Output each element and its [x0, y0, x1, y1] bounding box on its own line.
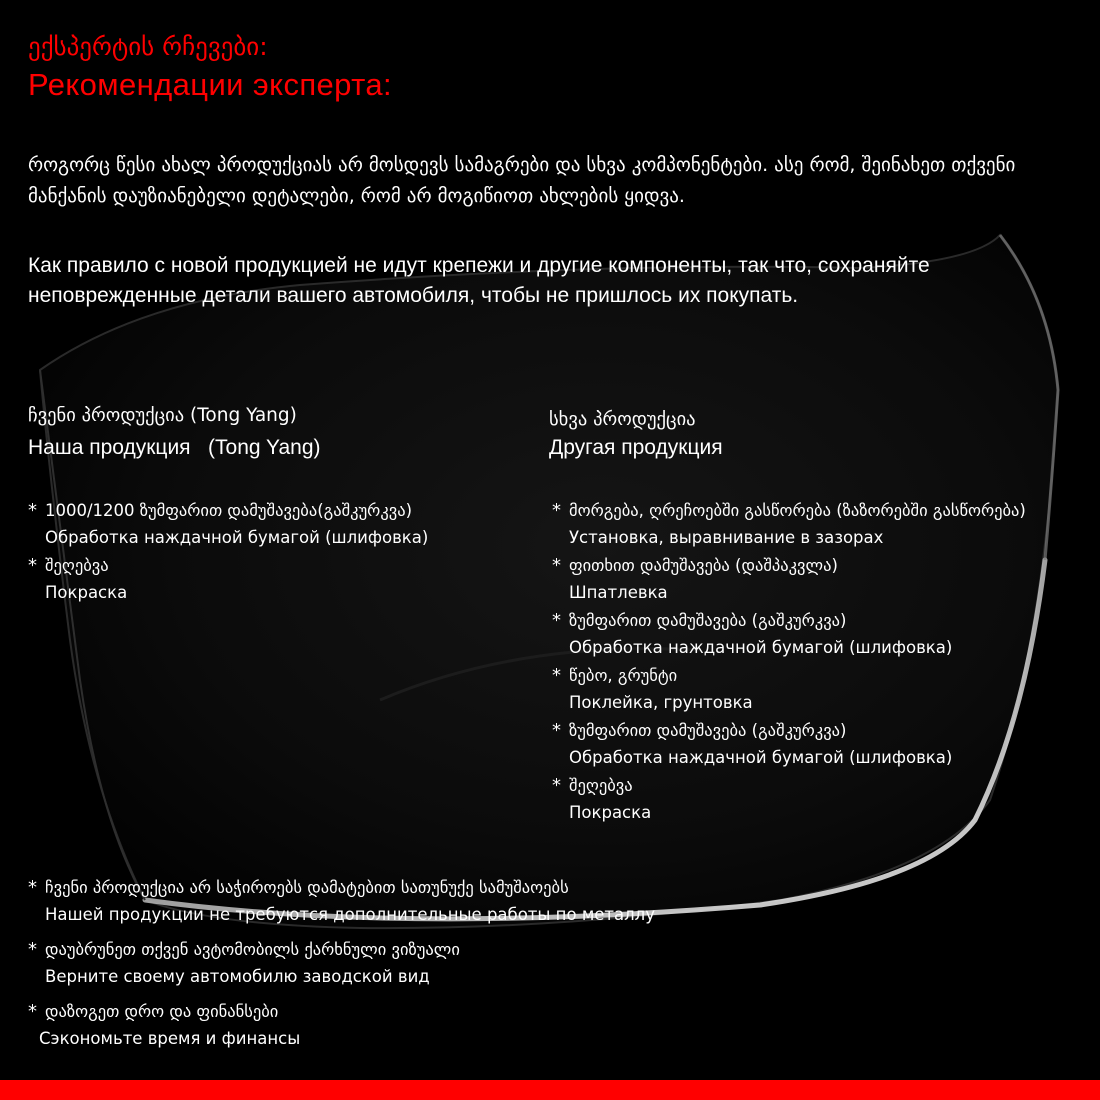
- bullet-star: *: [552, 500, 561, 521]
- bullet-star: *: [552, 555, 561, 576]
- list-item: [552, 499, 1026, 554]
- step-georgian: ზუმფარით დამუშავება (გაშკურკვა): [569, 611, 847, 630]
- intro-paragraph-georgian: როგორც წესი ახალ პროდუქციას არ მოსდევს სამაგრები და სხვა კომპონენტები. ასე რომ, შეინახეთ თქვენი მანქანის დაუზიანებელი დეტალები, რომ არ მოგიწიოთ ახლების ყიდვა.: [28, 154, 1016, 207]
- benefits-list: [28, 876, 655, 1062]
- list-item: [28, 876, 655, 938]
- footer-red-bar: [0, 1080, 1100, 1100]
- our-product-heading-georgian: ჩვენი პროდუქცია (Tong Yang): [28, 405, 297, 426]
- list-item: [552, 774, 1026, 829]
- list-item: [28, 938, 655, 1000]
- step-russian: Шпатлевка: [569, 583, 668, 602]
- step-georgian: შეღებვა: [569, 776, 633, 795]
- step-russian: Обработка наждачной бумагой (шлифовка): [45, 528, 429, 547]
- other-product-heading-russian: Другая продукция: [549, 436, 723, 459]
- list-item: [28, 554, 428, 609]
- list-item: [28, 1000, 655, 1062]
- our-product-steps: [28, 499, 428, 609]
- benefit-georgian: დაზოგეთ დრო და ფინანსები: [45, 1002, 279, 1021]
- list-item: [552, 664, 1026, 719]
- benefit-georgian: ჩვენი პროდუქცია არ საჭიროებს დამატებით სათუნუქე სამუშაოებს: [45, 878, 569, 897]
- bullet-star: *: [28, 555, 37, 576]
- other-product-heading-georgian: სხვა პროდუქცია: [549, 409, 696, 430]
- bullet-star: *: [552, 775, 561, 796]
- list-item: [552, 609, 1026, 664]
- benefit-georgian: დაუბრუნეთ თქვენ ავტომობილს ქარხნული ვიზუალი: [45, 940, 460, 959]
- bullet-star: *: [28, 500, 37, 521]
- step-georgian: ფითხით დამუშავება (დაშპაკვლა): [569, 556, 838, 575]
- step-georgian: 1000/1200 ზუმფარით დამუშავება(გაშკურკვა): [45, 501, 413, 520]
- step-russian: Установка, выравнивание в зазорах: [569, 528, 884, 547]
- bullet-star: *: [552, 610, 561, 631]
- bullet-star: *: [552, 720, 561, 741]
- intro-paragraph-russian: Как правило с новой продукцией не идут крепежи и другие компоненты, так что, сохраняйте неповрежденные детали вашего автомобиля, чтобы не пришлось их покупать.: [28, 254, 930, 307]
- step-georgian: მორგება, ღრეჩოებში გასწორება (ზაზორებში გასწორება): [569, 501, 1026, 520]
- list-item: [552, 719, 1026, 774]
- bullet-star: *: [552, 665, 561, 686]
- step-russian: Обработка наждачной бумагой (шлифовка): [569, 638, 953, 657]
- step-russian: Покраска: [569, 803, 652, 822]
- benefit-russian: Нашей продукции не требуются дополнительные работы по металлу: [45, 905, 655, 924]
- step-georgian: შეღებვა: [45, 556, 109, 575]
- step-russian: Покраска: [45, 583, 128, 602]
- benefit-russian: Верните своему автомобилю заводской вид: [45, 967, 430, 986]
- page-title-georgian: ექსპერტის რჩევები:: [28, 32, 268, 61]
- step-russian: Обработка наждачной бумагой (шлифовка): [569, 748, 953, 767]
- step-georgian: ზუმფარით დამუშავება (გაშკურკვა): [569, 721, 847, 740]
- bullet-star: *: [28, 877, 37, 898]
- benefit-russian: Сэкономьте время и финансы: [39, 1029, 301, 1048]
- bullet-star: *: [28, 939, 37, 960]
- bullet-star: *: [28, 1001, 37, 1022]
- our-product-heading-russian: Наша продукция (Tong Yang): [28, 436, 321, 459]
- page-title-russian: Рекомендации эксперта:: [28, 67, 393, 102]
- list-item: [28, 499, 428, 554]
- list-item: [552, 554, 1026, 609]
- other-product-steps: [552, 499, 1026, 829]
- step-russian: Поклейка, грунтовка: [569, 693, 753, 712]
- step-georgian: წებო, გრუნტი: [569, 666, 678, 685]
